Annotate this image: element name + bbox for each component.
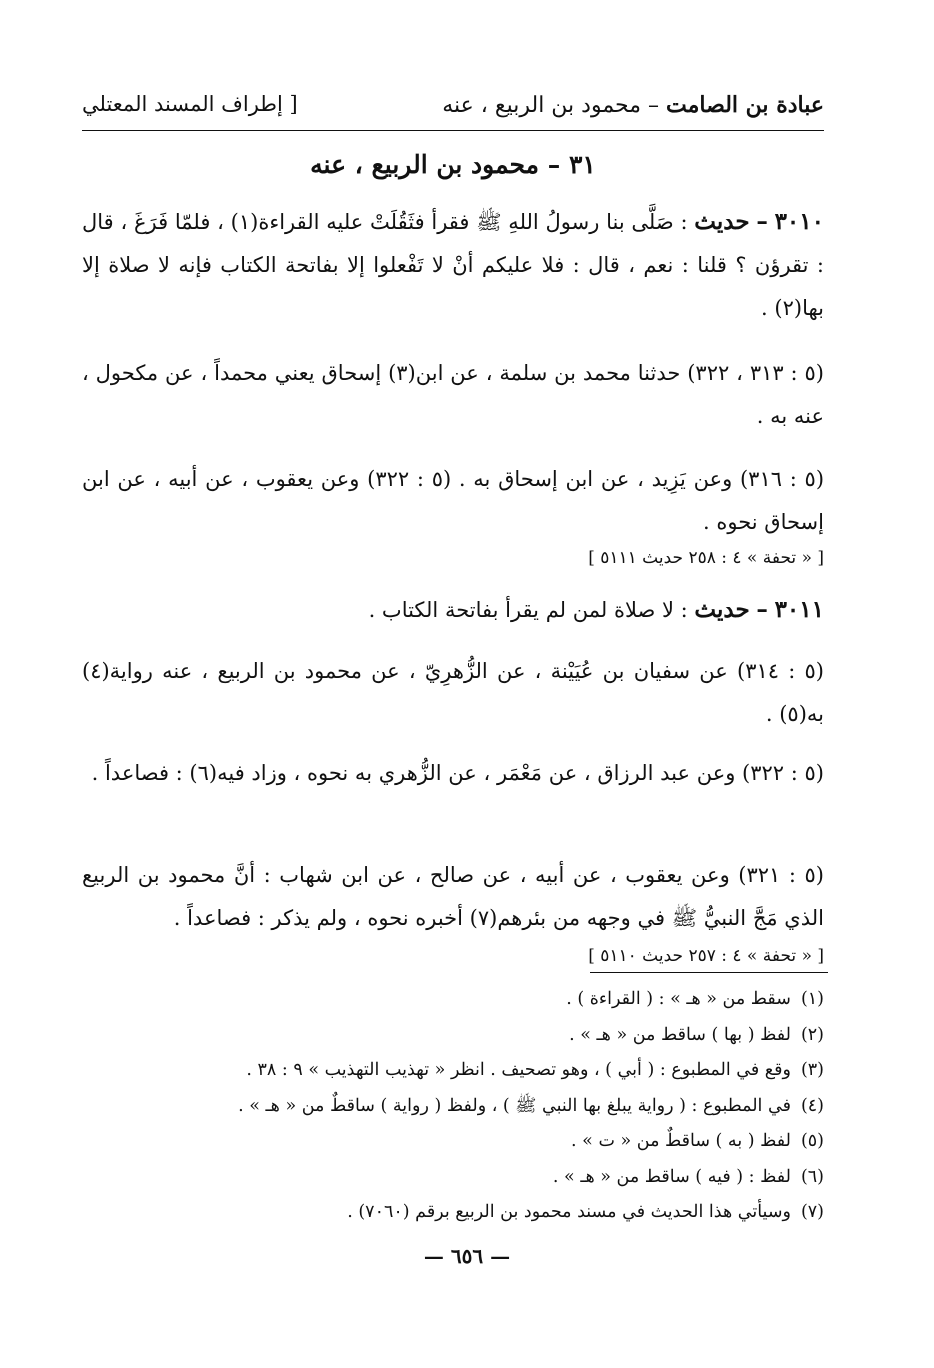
hadith-dash: – (756, 596, 768, 623)
footnote-text: لفظ ( بها ) ساقط من « هـ » . (569, 1024, 791, 1045)
hadith-dash: – (756, 208, 768, 235)
header-chapter (442, 92, 824, 118)
footnote-text: في المطبوع : ( رواية يبلغ بها النبي ﷺ ) ، ولفظ ( رواية ) ساقطٌ من « هـ » . (238, 1095, 791, 1116)
hadith-3010 (82, 200, 824, 330)
footnote (82, 1124, 824, 1160)
footnote-number: (٥) (800, 1131, 824, 1151)
hadith-3011 (82, 588, 824, 632)
footnote-number: (٢) (800, 1024, 824, 1045)
footnote (82, 1160, 824, 1196)
tuhfa-reference: [ « تحفة » ٤ : ٢٥٧ حديث ٥١١٠ ] (588, 946, 824, 966)
isnad-paragraph: (٥ : ٣١٣ ، ٣٢٢) حدثنا محمد بن سلمة ، عن ابن(٣) إسحاق يعني محمداً ، عن مكحول ، عنه به . (82, 361, 824, 428)
footnote-rule (590, 972, 828, 973)
header-chapter-name: عبادة بن الصامت (666, 92, 824, 118)
footnote (82, 982, 824, 1018)
hadith-number: ٣٠١١ (774, 596, 824, 623)
header-rule (82, 130, 824, 131)
footnotes (82, 982, 824, 1231)
footnote-number: (٣) (800, 1060, 824, 1080)
hadith-number: ٣٠١٠ (774, 208, 824, 235)
isnad-paragraph: (٥ : ٣١٤) عن سفيان بن عُيَيْنة ، عن الزُّهرِيّ ، عن محمود بن الربيع ، عنه رواية(٤) به(٥) . (82, 659, 824, 726)
footnote-text: سقط من « هـ » : ( القراءة ) . (566, 989, 791, 1009)
hadith-label: حديث (694, 208, 750, 235)
footnote-text: لفظ : ( فيه ) ساقط من « هـ » . (552, 1166, 791, 1187)
footnote (82, 1089, 824, 1125)
footnote-text: وقع في المطبوع : ( أبي ) ، وهو تصحيف . انظر « تهذيب التهذيب » ٩ : ٣٨ . (246, 1060, 791, 1080)
footnote-text: لفظ ( به ) ساقطٌ من « ت » . (571, 1131, 791, 1151)
footnote (82, 1018, 824, 1054)
footnote-number: (٧) (800, 1202, 824, 1222)
footnote-number: (١) (800, 989, 824, 1009)
running-header (82, 92, 824, 128)
footnote (82, 1053, 824, 1089)
isnad-paragraph: (٥ : ٣٢٢) وعن عبد الرزاق ، عن مَعْمَر ، عن الزُّهري به نحوه ، وزاد فيه(٦) : فصاعداً . (91, 761, 824, 785)
footnote-number: (٤) (800, 1095, 824, 1116)
hadith-text: : لا صلاة لمن لم يقرأ بفاتحة الكتاب . (368, 598, 688, 622)
hadith-label: حديث (694, 596, 750, 623)
page-number: — ٦٥٦ — (423, 1244, 511, 1268)
header-chapter-sub: – محمود بن الربيع ، عنه (442, 93, 660, 118)
section-title: ٣١ – محمود بن الربيع ، عنه (310, 150, 596, 179)
isnad-paragraph: (٥ : ٣١٦) وعن يَزِيد ، عن ابن إسحاق به . (٥ : ٣٢٢) وعن يعقوب ، عن أبيه ، عن ابن إسحاق نحوه . (82, 467, 825, 534)
hadith-text: : صَلَّى بنا رسولُ اللهِ ﷺ فقرأ فثَقُلَتْ عليه القراءة(١) ، فلمّا فَرَغَ ، قال : تقرؤن ؟ قلنا : نعم ، قال : فلا عليكم أنْ لا تَفْعلوا إلا بفاتحة الكتاب فإنه لا صلاة إلا بها(٢) . (82, 210, 825, 320)
footnote (82, 1195, 824, 1231)
header-book-title: [ إطراف المسند المعتلي (82, 92, 298, 116)
tuhfa-reference: [ « تحفة » ٤ : ٢٥٨ حديث ٥١١١ ] (588, 548, 824, 568)
footnote-text: وسيأتي هذا الحديث في مسند محمود بن الربيع برقم (٧٠٦٠) . (347, 1202, 791, 1222)
footnote-number: (٦) (800, 1166, 824, 1187)
isnad-paragraph: (٥ : ٣٢١) وعن يعقوب ، عن أبيه ، عن صالح ، عن ابن شهاب : أنَّ محمود بن الربيع الذي مَجَّ النبيُّ ﷺ في وجهه من بئرهم(٧) أخبره نحوه ، ولم يذكر : فصاعداً . (82, 863, 824, 930)
